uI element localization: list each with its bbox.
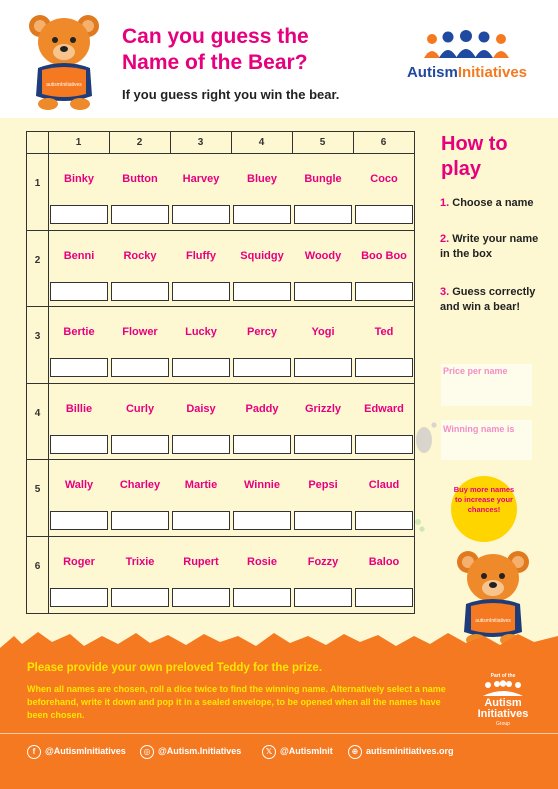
x-icon: 𝕏: [262, 745, 276, 759]
name-entry-box[interactable]: [172, 205, 230, 224]
bear-name-option: Button: [122, 173, 158, 185]
name-entry-box[interactable]: [355, 205, 413, 224]
instagram-icon: ◎: [140, 745, 154, 759]
name-entry-box[interactable]: [294, 205, 352, 224]
footer: [0, 650, 558, 789]
bear-name-option: Woody: [304, 249, 342, 262]
bear-name-option: Billie: [65, 402, 93, 415]
name-entry-box[interactable]: [111, 205, 169, 224]
name-entry-box[interactable]: [233, 358, 291, 377]
name-entry-box[interactable]: [355, 282, 413, 301]
instagram-link[interactable]: ◎ @Autism.Initiatives: [140, 743, 241, 759]
bear-name-option: Paddy: [245, 402, 279, 415]
step-2: 2. Write your name in the box: [440, 233, 539, 260]
bear-name-option: Trixie: [125, 555, 155, 568]
name-entry-box[interactable]: [172, 588, 230, 607]
step-1: 1. Choose a name: [440, 197, 534, 209]
bear-name-option: Claud: [368, 479, 400, 491]
name-entry-box[interactable]: [172, 511, 230, 530]
row-header: 1: [34, 178, 41, 190]
name-entry-box[interactable]: [172, 282, 230, 301]
bear-name-grid: [26, 131, 415, 614]
people-icon: [483, 680, 523, 696]
bear-name-option: Harvey: [182, 173, 220, 185]
name-entry-box[interactable]: [172, 358, 230, 377]
column-header: 4: [258, 137, 265, 148]
bear-name-option: Martie: [184, 479, 218, 491]
name-entry-box[interactable]: [50, 358, 108, 377]
bear-name-option: Ted: [374, 326, 394, 338]
name-entry-box[interactable]: [172, 435, 230, 454]
row-header: 6: [34, 560, 41, 572]
facebook-link[interactable]: f @AutismInitiatives: [27, 743, 126, 759]
name-entry-box[interactable]: [111, 282, 169, 301]
winning-name-box[interactable]: [441, 420, 532, 460]
column-header: 1: [75, 137, 82, 148]
row-header: 3: [34, 331, 41, 343]
footer-divider: [0, 733, 558, 734]
bear-name-option: Fluffy: [186, 249, 216, 262]
autism-initiatives-logo: [392, 30, 542, 90]
page-title: Can you guess the Name of the Bear?: [122, 25, 309, 74]
grid-line: [27, 536, 414, 537]
bear-name-option: Coco: [370, 173, 398, 185]
name-entry-box[interactable]: [50, 588, 108, 607]
column-header: 3: [197, 137, 204, 148]
globe-icon: ⊕: [348, 745, 362, 759]
grid-line: [170, 132, 171, 153]
bear-name-option: Curly: [125, 402, 155, 415]
name-entry-box[interactable]: [50, 205, 108, 224]
bear-name-option: Rupert: [183, 555, 219, 568]
name-entry-box[interactable]: [294, 358, 352, 377]
bear-name-option: Fozzy: [307, 555, 339, 568]
grid-line: [27, 459, 414, 460]
grid-line: [292, 132, 293, 153]
grid-line: [414, 132, 415, 153]
grid-line: [109, 132, 110, 153]
name-entry-box[interactable]: [233, 435, 291, 454]
bear-name-option: Binky: [64, 173, 94, 185]
bear-name-option: Flower: [122, 326, 158, 338]
bear-name-option: Bungle: [304, 173, 342, 185]
column-header: 5: [319, 137, 326, 148]
grid-line: [27, 153, 414, 154]
name-entry-box[interactable]: [233, 511, 291, 530]
name-entry-box[interactable]: [355, 358, 413, 377]
header: [0, 0, 558, 118]
name-entry-box[interactable]: [294, 282, 352, 301]
bear-name-option: Baloo: [368, 555, 400, 568]
footer-logo: Part of the Autism Initiatives Group: [477, 673, 529, 727]
name-entry-box[interactable]: [294, 588, 352, 607]
bear-name-option: Percy: [247, 326, 277, 338]
teddy-bear-icon: [26, 10, 102, 110]
bear-name-option: Daisy: [186, 402, 216, 415]
name-entry-box[interactable]: [50, 511, 108, 530]
column-header: 6: [380, 137, 387, 148]
name-entry-box[interactable]: [355, 435, 413, 454]
website-link[interactable]: ⊕ autisminitiatives.org: [348, 743, 454, 759]
bear-name-option: Pepsi: [308, 479, 338, 491]
grid-line: [353, 132, 354, 153]
name-entry-box[interactable]: [111, 511, 169, 530]
grid-line: [27, 306, 414, 307]
x-twitter-link[interactable]: 𝕏 @AutismInit: [262, 743, 333, 759]
name-entry-box[interactable]: [111, 588, 169, 607]
name-entry-box[interactable]: [233, 282, 291, 301]
buy-more-names-badge: Buy more names to increase your chances!: [451, 476, 517, 542]
column-header: 2: [136, 137, 143, 148]
bear-name-option: Wally: [64, 479, 94, 491]
bear-name-option: Lucky: [185, 326, 217, 338]
grid-line: [231, 132, 232, 153]
bear-name-option: Boo Boo: [361, 249, 407, 262]
bear-name-option: Edward: [364, 402, 404, 415]
bear-name-option: Rocky: [123, 249, 157, 262]
bear-name-option: Benni: [63, 249, 95, 262]
logo-text-initiatives: Initiatives: [457, 64, 528, 81]
grid-line: [27, 230, 414, 231]
logo-text-autism: Autism: [406, 64, 458, 81]
name-entry-box[interactable]: [111, 435, 169, 454]
bear-name-option: Yogi: [311, 326, 335, 338]
step-3: 3. Guess correctly and win a bear!: [440, 286, 536, 313]
name-entry-box[interactable]: [50, 435, 108, 454]
grid-line: [27, 383, 414, 384]
footer-prize-note: Please provide your own preloved Teddy for the prize.: [27, 662, 323, 674]
bear-name-option: Bluey: [247, 173, 277, 185]
bear-name-option: Grizzly: [304, 402, 342, 415]
how-to-play-heading: How to play: [441, 133, 508, 180]
people-icon: [422, 30, 512, 58]
price-per-name-box[interactable]: [441, 364, 532, 406]
name-entry-box[interactable]: [355, 588, 413, 607]
bear-name-option: Bertie: [63, 326, 95, 338]
grid-line: [48, 132, 49, 613]
bear-name-option: Winnie: [244, 479, 280, 491]
row-header: 2: [34, 254, 41, 266]
footer-instructions: When all names are chosen, roll a dice twice to find the winning name. Alternatively select a name beforehand, write it down and pop it in a sealed envelope, to be opened when all the names have been chosen.: [27, 684, 446, 720]
row-header: 5: [34, 484, 41, 496]
svg-text:autismInitiatives: autismInitiatives: [46, 82, 82, 88]
row-header: 4: [34, 407, 41, 419]
subtitle: If you guess right you win the bear.: [122, 87, 340, 102]
bear-name-option: Rosie: [247, 555, 277, 568]
name-entry-box[interactable]: [294, 435, 352, 454]
name-entry-box[interactable]: [294, 511, 352, 530]
name-entry-box[interactable]: [50, 282, 108, 301]
name-entry-box[interactable]: [233, 205, 291, 224]
bear-name-option: Roger: [63, 555, 95, 568]
name-entry-box[interactable]: [355, 511, 413, 530]
bear-name-option: Charley: [119, 479, 161, 491]
name-entry-box[interactable]: [233, 588, 291, 607]
name-entry-box[interactable]: [111, 358, 169, 377]
svg-text:autismInitiatives: autismInitiatives: [475, 618, 511, 624]
bear-name-option: Squidgy: [240, 249, 284, 262]
facebook-icon: f: [27, 745, 41, 759]
